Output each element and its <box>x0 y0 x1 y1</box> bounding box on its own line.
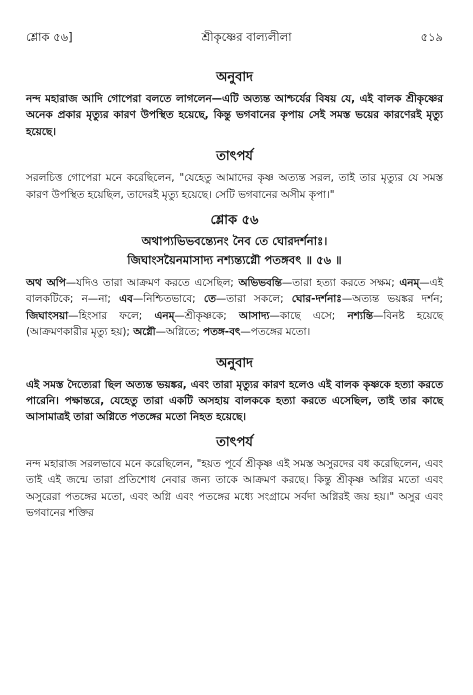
synonym-term: এব <box>119 293 133 306</box>
translation-heading: অনুবাদ <box>216 70 253 85</box>
synonym-meaning: —যদিও তারা আক্রমণ করতে এসেছিল; <box>65 277 239 290</box>
synonym-term: নশ্যন্তি <box>347 309 373 322</box>
purport-heading: তাৎপর্য <box>216 149 253 165</box>
synonym-term: পতঙ্গ-বৎ <box>203 326 241 339</box>
verse-heading: শ্লোক ৫৬ <box>210 213 259 229</box>
translation-text-2: এই সমস্ত দৈত্যেরা ছিল অত্যন্ত ভয়ঙ্কর, এবং তারা মৃত্যুর কারণ হলেও এই বালক কৃষ্ণকে হত্যা করতে পারেনি। পক্ষান্তরে, যেহেতু তারা একটি অসহায় বালককে হত্যা করতে এসেছিল, তাই তার কাছে আসামাত্রই তারা অগ্নিতে পতঙ্গের মতো নিহত হয়েছে। <box>26 378 443 424</box>
synonym-meaning: —শ্রীকৃষ্ণকে; <box>174 309 239 322</box>
synonym-term: অভিভবন্তি <box>238 277 282 290</box>
synonym-term: এনম্ <box>154 309 175 322</box>
verse-line-2: জিঘাংসয়ৈনমাসাদ্য নশ্যন্ত্যগ্নৌ পতঙ্গবৎ ॥ ৫৬ ॥ <box>127 252 342 267</box>
synonym-term: জিঘাংসয়া <box>26 309 69 322</box>
synonym-meaning: —হিংসার ফলে; <box>68 309 155 322</box>
synonym-term: আসাদ্য <box>239 309 270 322</box>
translation-heading-2: অনুবাদ <box>216 355 253 371</box>
purport-text-2: নন্দ মহারাজ সরলভাবে মনে করেছিলেন, "হয়ত পূর্বে শ্রীকৃষ্ণ এই সমস্ত অসুরদের বধ করেছিলেন, এবং তাই এই জন্মে তারা প্রতিশোধ নেবার জন্য তাকে আক্রমণ করছে। কিন্তু শ্রীকৃষ্ণ অগ্নির মতো এবং অসুরেরা পতঙ্গের মতো, এবং অগ্নি এবং পতঙ্গের মধ্যে সংগ্রামে সর্বদা অগ্নিরই জয় হয়।" অসুর এবং ভগবানের শক্তির <box>26 457 443 520</box>
header-verse-ref: শ্লোক ৫৬] <box>26 30 73 44</box>
synonym-meaning: —নিশ্চিতভাবে; <box>132 293 204 306</box>
synonym-meaning: ন—না; <box>81 293 120 306</box>
synonym-term: এনম্ <box>399 277 420 290</box>
page-number: ৫১৯ <box>420 30 443 44</box>
synonym-meaning: —অগ্নিতে; <box>155 326 204 339</box>
synonym-meaning: —এই বালকটিকে; <box>26 277 443 306</box>
verse-line-1: অথাপ্যভিভবন্ত্যেনং নৈব তে ঘোরদর্শনাঃ। <box>141 234 328 249</box>
synonym-meaning: —তারা হত্যা করতে সক্ষম; <box>281 277 400 290</box>
synonym-term: অথ অপি <box>26 277 66 290</box>
header-chapter-title: শ্রীকৃষ্ণের বাল্যলীলা <box>201 30 292 44</box>
synonym-meaning: —অত্যন্ত ভয়ঙ্কর দর্শন; <box>341 293 443 306</box>
synonym-meaning: —পতঙ্গের মতো। <box>240 326 311 339</box>
synonym-meaning: —কাছে এসে; <box>269 309 348 322</box>
word-for-word-synonyms <box>26 275 443 341</box>
synonym-meaning: —বিনষ্ট হয়েছে (আক্রমণকারীর মৃত্যু হয়); <box>26 309 443 339</box>
purport-text: সরলচিত্ত গোপেরা মনে করেছিলেন, "যেহেতু আমাদের কৃষ্ণ অত্যন্ত সরল, তাই তার মৃত্যুর যে সমস্ত কারণ উপস্থিত হয়েছিল, তাদেরই মৃত্যু হয়েছে। সেটি ভগবানের অসীম কৃপা।" <box>26 172 443 201</box>
synonym-meaning: —তারা সকলে; <box>215 293 292 306</box>
translation-text: নন্দ মহারাজ আদি গোপেরা বলতে লাগলেন—এটি অত্যন্ত আশ্চর্যের বিষয় যে, এই বালক শ্রীকৃষ্ণের অনেক প্রকার মৃত্যুর কারণ উপস্থিত হয়েছে, কিন্তু ভগবানের কৃপায় সেই সমস্ত ভয়ের কারণেরই মৃত্যু হয়েছে। <box>26 93 443 138</box>
running-header <box>26 30 443 44</box>
synonym-term: তে <box>203 293 216 306</box>
verse-text <box>26 232 443 269</box>
purport-heading-2: তাৎপর্য <box>216 434 253 450</box>
synonym-term: অগ্নৌ <box>133 326 156 339</box>
synonym-term: ঘোর-দর্শনাঃ <box>291 293 342 306</box>
